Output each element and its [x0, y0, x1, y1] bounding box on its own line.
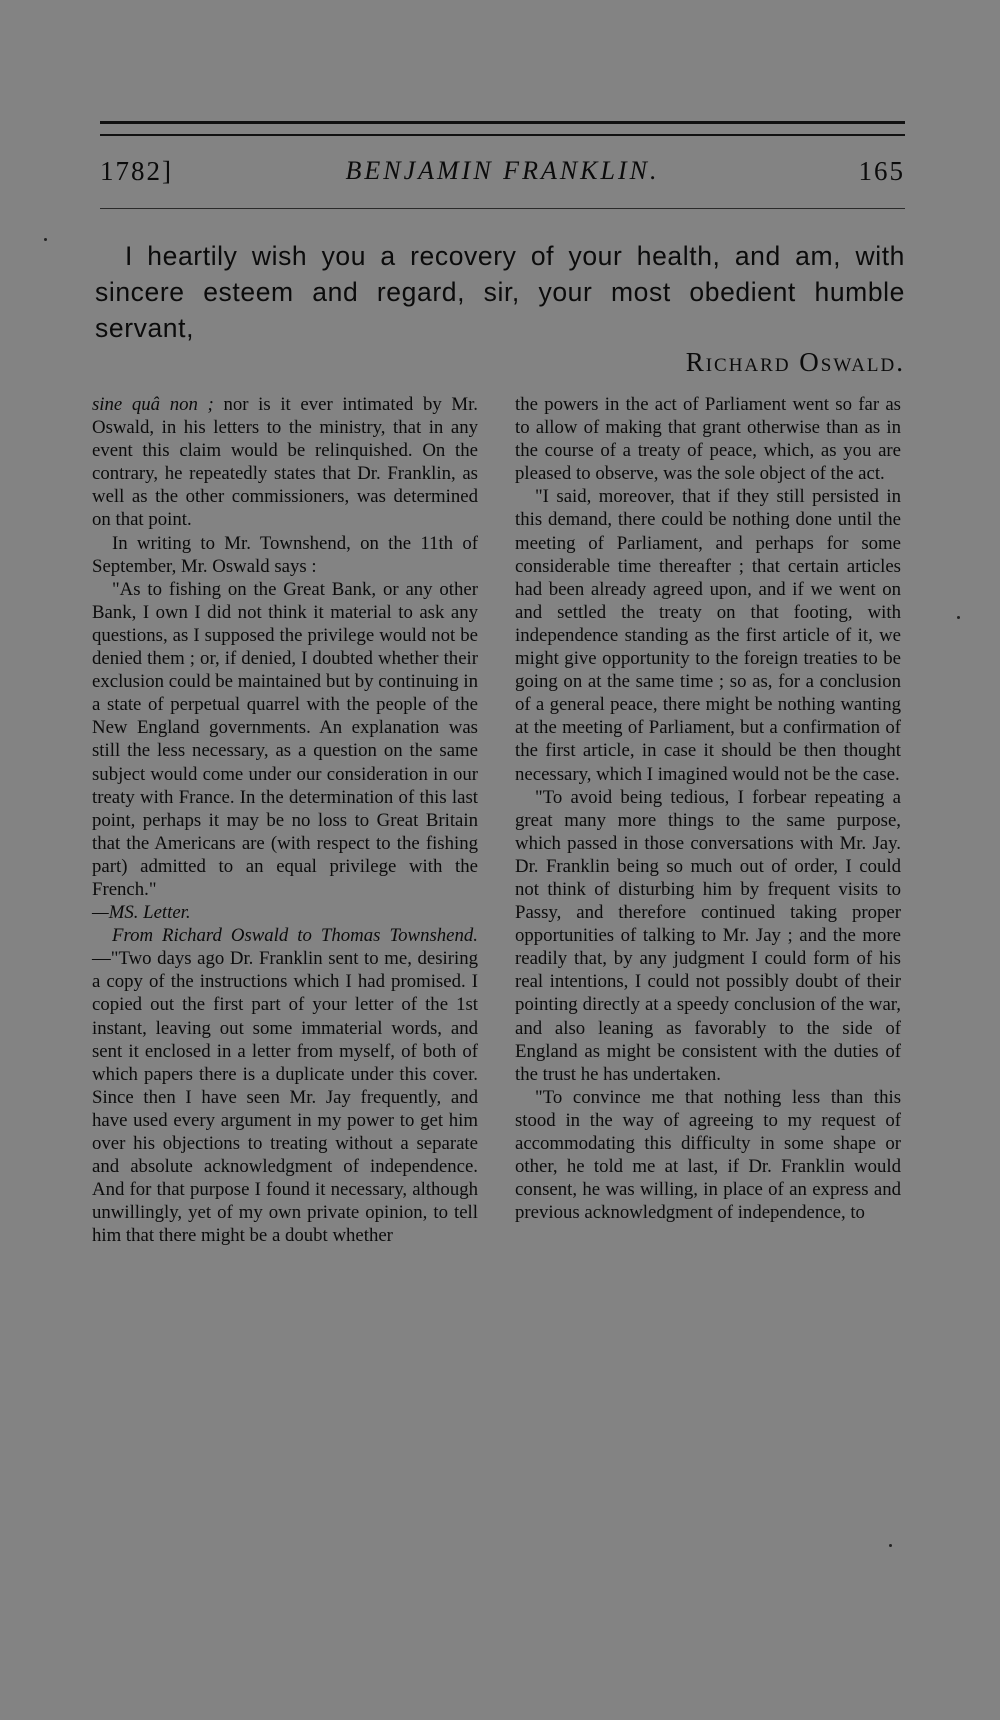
scan-speck: [957, 616, 960, 619]
left-paragraph-4: [92, 924, 478, 1247]
top-rule: [100, 121, 905, 124]
quoted-letter: "As to fishing on the Great Bank, or any other Bank, I own I did not think it material to ask any questions, as I supposed the privilege would not be denied them ; or, if denied, I doubted whether their exclusion could be maintained but by continuing in a state of perpetual quarrel with the people of the New England governments. An explanation was still the less necessary, as a question on the same subject would come under our consideration in our treaty with France. In the determination of this last point, perhaps it may be no loss to Great Britain that the Americans are (with respect to the fishing part) admitted to an equal privilege with the French.": [92, 578, 478, 900]
header-rule: [100, 208, 905, 209]
header-year: 1782]: [100, 156, 173, 186]
right-paragraph-3: "To avoid being tedious, I forbear repeating a great many more things to the same purpose, which passed in those conversations with Mr. Jay. Dr. Franklin being so much out of order, I could not think of disturbing him by frequent visits to Passy, and therefore continued taking proper opportunities of talking to Mr. Jay ; and the more readily that, by any judgment I could form of his real intentions, I could not possibly doubt of their pointing directly at a speedy conclusion of the war, and also leaning as favorably to the side of England as might be consistent with the duties of the trust he has undertaken.: [515, 786, 901, 1085]
right-paragraph-4: "To convince me that nothing less than this stood in the way of agreeing to my request of accommodating this difficulty in some shape or other, he told me at last, if Dr. Franklin would consent, he was willing, in place of an express and previous acknowledgment of independence, to: [515, 1086, 901, 1224]
letter-heading: From Richard Oswald to Thomas Townshend.: [112, 925, 478, 947]
signature: Richard Oswald.: [685, 347, 905, 377]
latin-phrase: sine quâ non ;: [92, 394, 214, 415]
running-head: [100, 156, 905, 196]
left-paragraph-1-text: nor is it ever intimated by Mr. Oswald, in his letters to the ministry, that in any event this claim would be relinquished. On the contrary, he repeatedly states that Dr. Franklin, as well as the other commissioners, was determined on that point.: [92, 394, 478, 531]
left-column: [92, 393, 478, 1247]
left-paragraph-2: In writing to Mr. Townshend, on the 11th of September, Mr. Oswald says :: [92, 532, 478, 577]
right-paragraph-1: the powers in the act of Parliament went so far as to allow of making that grant otherwise than as in the course of a treaty of peace, which, as you are pleased to observe, was the sole object of the act.: [515, 394, 901, 485]
left-paragraph-4-text: —"Two days ago Dr. Franklin sent to me, desiring a copy of the instructions which I had promised. I copied out the first part of your letter of the 1st instant, leaving out some immaterial words, and sent it enclosed in a letter from myself, of both of which papers there is a duplicate under this cover. Since then I have seen Mr. Jay frequently, and have used every argument in my power to get him over his objections to treating without a separate and absolute acknowledgment of independence. And for that purpose I found it necessary, although unwillingly, yet of my own private opinion, to tell him that there might be a doubt whether: [92, 948, 478, 1247]
page-number: 165: [858, 156, 905, 186]
top-rule-thin: [100, 134, 905, 136]
header-title: BENJAMIN FRANKLIN.: [345, 156, 660, 185]
scan-speck: [889, 1544, 892, 1547]
scan-speck: [44, 238, 47, 241]
right-column: [515, 393, 901, 1224]
letter-closing: I heartily wish you a recovery of your health, and am, with sincere esteem and regard, sir, your most obedient humble servant,: [95, 241, 905, 343]
left-paragraph-3: [92, 578, 478, 924]
source-citation: —MS. Letter.: [92, 902, 191, 924]
right-paragraph-2: "I said, moreover, that if they still persisted in this demand, there could be nothing done until the meeting of Parliament, and perhaps for some considerable time thereafter ; that certain articles had been already agreed upon, and if we went on and settled the treaty on that footing, with independence standing as the first article of it, we might give opportunity to the foreign treaties to be going on at the same time ; so as, for a conclusion of a general peace, there might be nothing wanting at the meeting of Parliament, but a confirmation of the first article, in case it should be then thought necessary, which I imagined would not be the case.: [515, 486, 901, 785]
left-paragraph-1: [92, 393, 478, 532]
